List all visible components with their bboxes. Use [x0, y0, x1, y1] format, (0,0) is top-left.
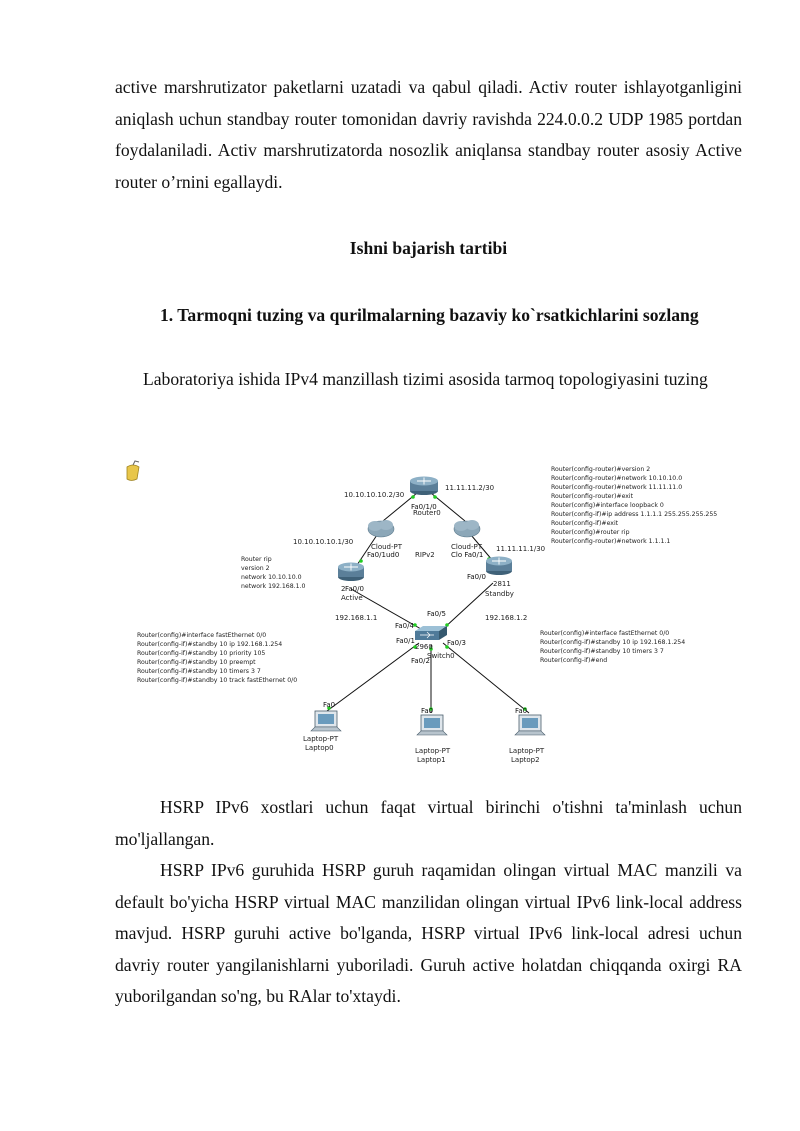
rip-label: RIPv2 [415, 551, 435, 559]
svg-text:Router(config-router)#exit: Router(config-router)#exit [551, 493, 634, 500]
svg-text:Router(config-router)#network: Router(config-router)#network 11.11.11.0 [551, 484, 683, 491]
laptop0-name: Laptop0 [305, 744, 334, 752]
router0-rip-config [551, 466, 717, 545]
switch-label: Switch0 [427, 652, 455, 660]
svg-text:Router(config-if)#standby 10 t: Router(config-if)#standby 10 timers 3 7 [137, 668, 261, 675]
active-lan-ip: 192.168.1.1 [335, 614, 378, 622]
laptop2-name: Laptop2 [511, 756, 540, 764]
svg-text:Router(config-router)#network: Router(config-router)#network 10.10.10.0 [551, 475, 683, 482]
active-hsrp-config [137, 632, 297, 684]
port-indicators [327, 495, 527, 711]
svg-text:network 10.10.10.0: network 10.10.10.0 [241, 574, 302, 581]
router0-ip-left: 10.10.10.10.2/30 [344, 491, 405, 499]
active-model: 2 [341, 585, 346, 593]
standby-lan-ip: 192.168.1.2 [485, 614, 528, 622]
svg-text:Router(config-if)#standby 10 t: Router(config-if)#standby 10 track fastEthernet 0/0 [137, 677, 298, 684]
standby-model: 2811 [493, 580, 511, 588]
laptop0-type: Laptop-PT [303, 735, 339, 743]
standby-ip-top: 11.11.11.1/30 [496, 545, 546, 553]
svg-text:Router(config-if)#exit: Router(config-if)#exit [551, 520, 619, 527]
router0-label: Router0 [413, 509, 441, 517]
svg-text:Router(config-if)#standby 10 p: Router(config-if)#standby 10 preempt [137, 659, 256, 666]
step1-text: Laboratoriya ishida IPv4 manzillash tizimi asosida tarmoq topologiyasini tuzing [143, 369, 708, 389]
router0-ports: Fa0/1/0 [411, 503, 437, 511]
cloud-left-icon[interactable] [368, 520, 394, 537]
router0-ip-right: 11.11.11.2/30 [445, 484, 495, 492]
svg-text:Router(config-if)#end: Router(config-if)#end [540, 657, 608, 664]
laptop0-port: Fa0 [323, 701, 336, 709]
svg-text:Router(config-router)#network: Router(config-router)#network 1.1.1.1 [551, 538, 671, 545]
cloud-right-label: Cloud-PT [451, 543, 483, 551]
laptop0-icon[interactable] [311, 711, 341, 731]
topology-diagram [115, 453, 745, 773]
switch-port-fa05: Fa0/5 [427, 610, 446, 618]
active-name: Active [341, 594, 363, 602]
active-router-icon[interactable] [338, 563, 364, 582]
laptop1-port: Fa0 [421, 707, 434, 715]
svg-text:Router(config-if)#standby 10 t: Router(config-if)#standby 10 timers 3 7 [540, 648, 664, 655]
standby-router-icon[interactable] [486, 557, 512, 576]
link-switch-laptop2 [443, 643, 529, 713]
active-ip-top: 10.10.10.10.1/30 [293, 538, 354, 546]
svg-text:Router(config-if)#standby 10 p: Router(config-if)#standby 10 priority 105 [137, 650, 266, 657]
switch-port-fa02: Fa0/2 [411, 657, 430, 665]
step1-title: 1. Tarmoqni tuzing va qurilmalarning bazaviy ko`rsatkichlarini sozlang [160, 305, 699, 325]
cloud-left-port: Fa0/1ud0 [367, 551, 400, 559]
switch-port-fa04: Fa0/4 [395, 622, 414, 630]
intro-paragraph: active marshrutizator paketlarni uzatadi va qabul qiladi. Activ router ishlayotganligini aniqlash uchun standbay router tomonidan davriy ravishda 224.0.0.2 UDP 1985 portdan foydalaniladi. Activ marshrutizatorda nosozlik aniqlansa standbay router asosiy Active router o’rnini egallaydi. [115, 77, 742, 192]
standby-port: Fa0/0 [467, 573, 486, 581]
hsrp-paragraph-1: HSRP IPv6 xostlari uchun faqat virtual birinchi o'tishni ta'minlash uchun mo'ljallangan. [115, 797, 742, 849]
svg-text:Router(config)#interface loopb: Router(config)#interface loopback 0 [551, 502, 664, 509]
svg-text:network 192.168.1.0: network 192.168.1.0 [241, 583, 306, 590]
svg-text:version 2: version 2 [241, 565, 270, 572]
switch-model: 2960 [415, 643, 433, 651]
hsrp-paragraph-2: HSRP IPv6 guruhida HSRP guruh raqamidan olingan virtual MAC manzili va default bo'yicha HSRP virtual MAC manzilidan olingan virtual IPv6 link-local address mavjud. HSRP guruhi active bo'lganda, HSRP virtual IPv6 link-local adresi uchun davriy router yangilanishlarni yuboriladi. Guruh active holatdan chiqqanda oxirgi RA yuborilgandan so'ng, bu RAlar to'xtaydi. [115, 860, 742, 1006]
switch-port-fa03: Fa0/3 [447, 639, 466, 647]
laptop2-port: Fa0 [515, 707, 528, 715]
cloud-left-label: Cloud-PT [371, 543, 403, 551]
laptop2-type: Laptop-PT [509, 747, 545, 755]
packet-tracer-icon [127, 461, 139, 481]
svg-text:Router(config-if)#standby 10 i: Router(config-if)#standby 10 ip 192.168.1.254 [137, 641, 283, 648]
network-topology-figure [115, 453, 745, 773]
router0-icon[interactable] [410, 477, 438, 496]
switch-icon[interactable] [415, 626, 447, 640]
laptop1-type: Laptop-PT [415, 747, 451, 755]
svg-text:Router(config)#interface fastE: Router(config)#interface fastEthernet 0/0 [540, 630, 670, 637]
svg-text:Router(config-router)#version: Router(config-router)#version 2 [551, 466, 651, 473]
link-switch-laptop0 [327, 643, 419, 711]
standby-name: Standby [485, 590, 514, 598]
cloud-right-icon[interactable] [454, 520, 480, 537]
links [327, 493, 529, 713]
laptop1-name: Laptop1 [417, 756, 446, 764]
laptop2-icon[interactable] [515, 715, 545, 735]
active-port: Fa0/0 [345, 585, 364, 593]
svg-text:Router rip: Router rip [241, 556, 272, 563]
laptop1-icon[interactable] [417, 715, 447, 735]
switch-port-fa01: Fa0/1 [396, 637, 415, 645]
standby-hsrp-config [540, 630, 685, 664]
cloud-right-port: Clo Fa0/1 [451, 551, 484, 559]
active-rip-config [241, 556, 306, 590]
svg-text:Router(config)#router rip: Router(config)#router rip [551, 529, 630, 536]
svg-text:Router(config-if)#ip address 1: Router(config-if)#ip address 1.1.1.1 255.255.255.255 [551, 511, 718, 518]
section-title: Ishni bajarish tartibi [349, 238, 508, 258]
svg-text:Router(config-if)#standby 10 i: Router(config-if)#standby 10 ip 192.168.1.254 [540, 639, 686, 646]
svg-text:Router(config)#interface fastE: Router(config)#interface fastEthernet 0/0 [137, 632, 267, 639]
